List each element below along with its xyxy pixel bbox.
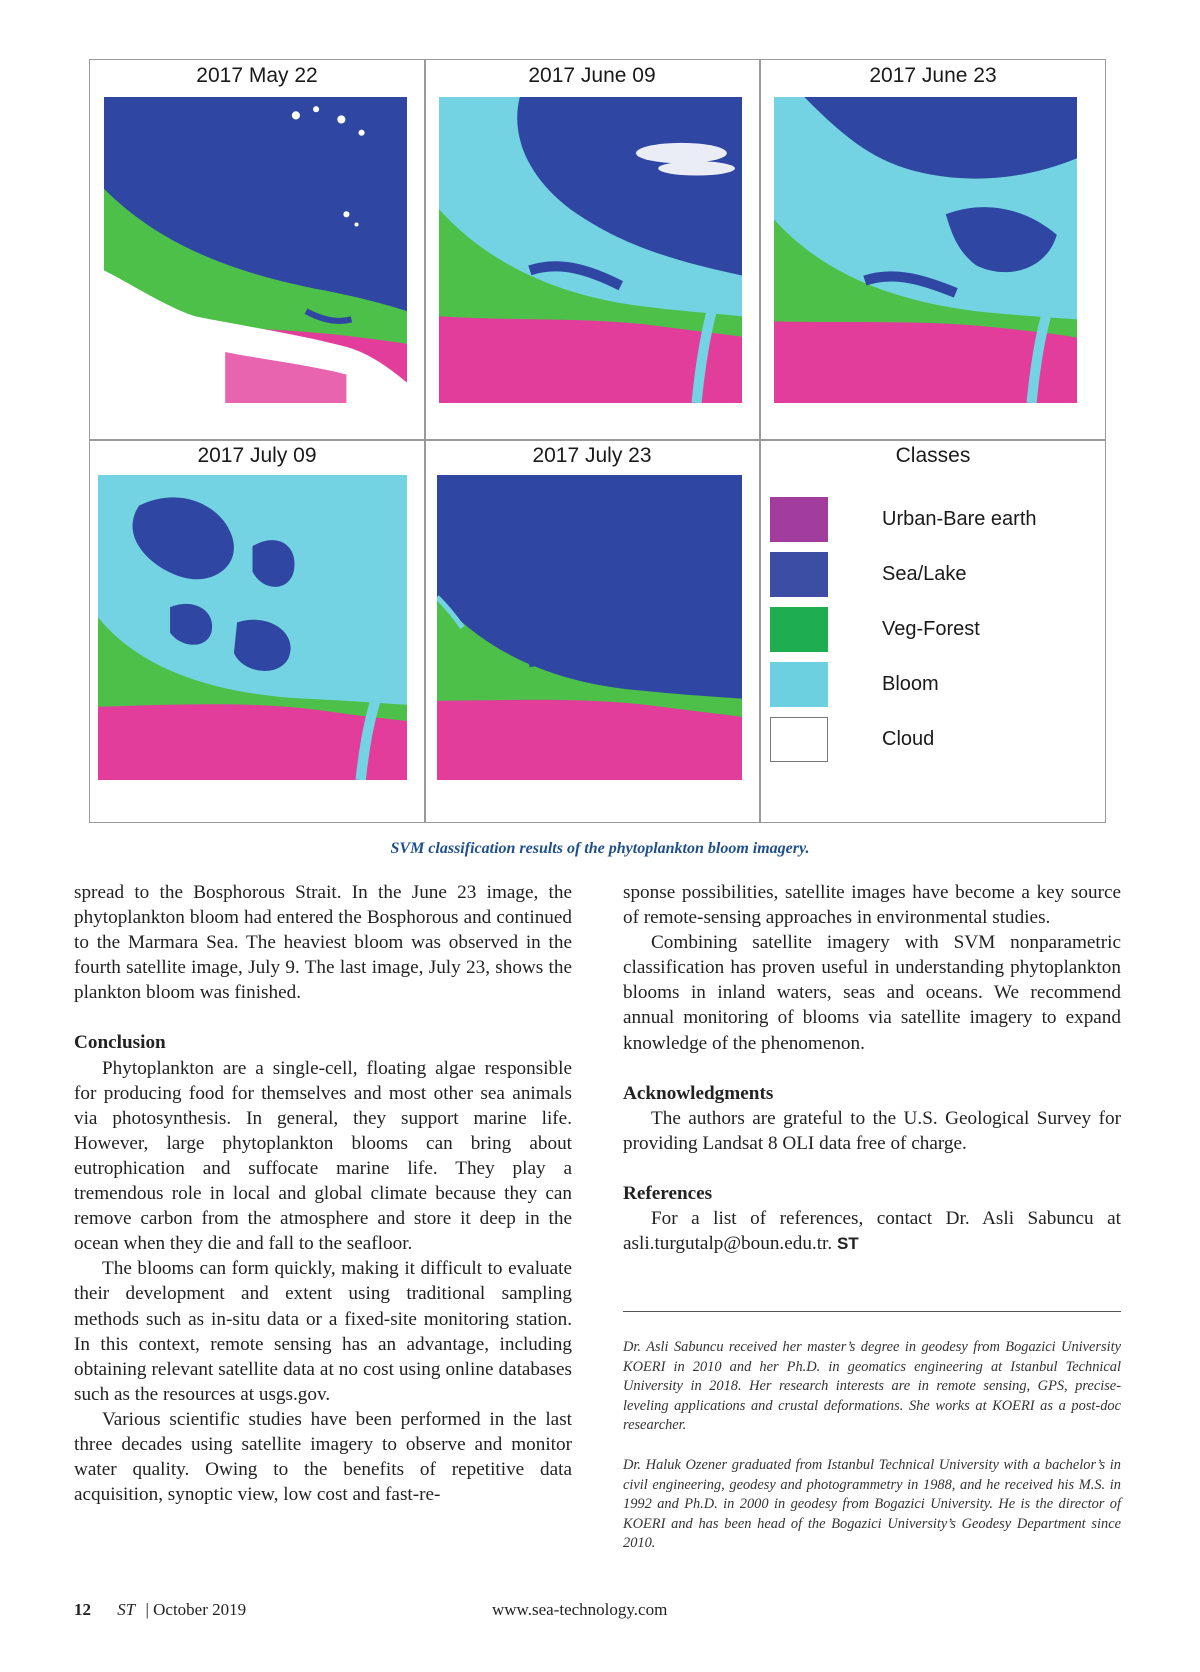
panel-title: 2017 June 09 — [528, 64, 656, 87]
paragraph: Combining satellite imagery with SVM nonparametric classification has proven useful in understanding phytoplankton blooms in inland waters, seas and oceans. We recommend annual monitoring of blooms via satellite imagery to expand knowledge of the phenomenon. — [623, 932, 1121, 1054]
legend-label-veg: Veg-Forest — [882, 618, 980, 640]
legend-swatch-cloud — [770, 717, 828, 762]
website-url: www.sea-technology.com — [492, 1600, 668, 1619]
classification-figure — [89, 59, 1106, 823]
satellite-map — [437, 475, 742, 780]
legend-panel — [760, 440, 1106, 824]
paragraph: The authors are grateful to the U.S. Geological Survey for providing Landsat 8 OLI data free of charge. — [623, 1107, 1121, 1154]
satellite-map — [98, 475, 407, 780]
paragraph: Phytoplankton are a single-cell, floating algae responsible for producing food for themselves and most other sea animals via photosynthesis. In general, they support marine life. However, large phytoplankton blooms can bring about eutrophication and suffocate marine life. They play a tremendous role in local and global climate because they can remove carbon from the atmosphere and store it deep in the ocean when they die and fall to the seafloor. — [74, 1057, 572, 1255]
satellite-map — [774, 97, 1077, 403]
satellite-map — [104, 97, 407, 403]
references-paragraph — [623, 1206, 1121, 1256]
paragraph: The blooms can form quickly, making it difficult to evaluate their development and extent using traditional sampling methods such as in-situ data or a fixed-site monitoring station. In this context, remote sensing has an advantage, including obtaining relevant satellite data at no cost using online databases such as the resources at usgs.gov. — [74, 1258, 572, 1405]
left-column — [74, 880, 572, 1507]
author-bio-ozener: Dr. Haluk Ozener graduated from Istanbul Technical University with a bachelor’s in civil engineering, geodesy and photogrammetry in 1988, and he received his M.S. in 1992 and Ph.D. in 2000 in geodesy from Bogazici University. He is the director of KOERI and has been head of the Bogazici University’s Geodesy Department since 2010. — [623, 1457, 1121, 1552]
conclusion-heading: Conclusion — [74, 1032, 166, 1054]
legend-swatch-veg — [770, 607, 828, 652]
panel-may-22 — [90, 60, 424, 439]
legend-label-sea: Sea/Lake — [882, 563, 967, 585]
legend-swatch-bloom — [770, 662, 828, 707]
legend-swatch-sea — [770, 552, 828, 597]
right-column — [623, 880, 1121, 1256]
references-heading: References — [623, 1182, 713, 1204]
panel-title: 2017 June 23 — [869, 64, 997, 87]
legend-label-cloud: Cloud — [882, 728, 935, 750]
panel-title: 2017 July 09 — [197, 444, 317, 467]
magazine-name: ST — [117, 1600, 136, 1619]
satellite-map — [439, 97, 742, 403]
panel-july-09 — [90, 440, 424, 824]
author-bio-sabuncu: Dr. Asli Sabuncu received her master’s degree in geodesy from Bogazici University KOERI in 2010 and her Ph.D. in geomatics engineering at Istanbul Technical University in 2018. Her research interests are in remote sensing, GPS, precise-leveling applications and crustal deformations. She works at KOERI as a post-doc researcher. — [623, 1339, 1121, 1434]
issue-date: | October 2019 — [145, 1600, 247, 1619]
figure-caption: SVM classification results of the phytoplankton bloom imagery. — [390, 840, 810, 857]
end-mark: ST — [836, 1234, 859, 1254]
bio-divider — [623, 1311, 1121, 1312]
panel-june-23 — [760, 60, 1106, 439]
legend-title: Classes — [895, 444, 971, 467]
paragraph: spread to the Bosphorous Strait. In the June 23 image, the phytoplankton bloom had entered the Bosphorous and continued to the Marmara Sea. The heaviest bloom was observed in the fourth satellite image, July 9. The last image, July 23, shows the plankton bloom was finished. — [74, 882, 572, 1004]
legend-swatch-urban — [770, 497, 828, 542]
panel-july-23 — [425, 440, 759, 824]
paragraph: sponse possibilities, satellite images have become a key source of remote-sensing approaches in environmental studies. — [623, 882, 1121, 929]
legend-label-urban: Urban-Bare earth — [882, 508, 1037, 530]
page-number: 12 — [74, 1600, 91, 1619]
panel-june-09 — [425, 60, 759, 439]
legend-label-bloom: Bloom — [882, 673, 939, 695]
page-footer — [74, 1600, 1124, 1620]
paragraph: Various scientific studies have been performed in the last three decades using satellite imagery to observe and monitor water quality. Owing to the benefits of repetitive data acquisition, synoptic view, low cost and fast-re- — [74, 1408, 572, 1506]
panel-title: 2017 May 22 — [196, 64, 318, 87]
panel-title: 2017 July 23 — [532, 444, 652, 467]
references-text: For a list of references, contact Dr. Asli Sabuncu at asli.turgutalp@boun.edu.tr. — [623, 1208, 1121, 1255]
acknowledgments-heading: Acknowledgments — [623, 1082, 774, 1104]
